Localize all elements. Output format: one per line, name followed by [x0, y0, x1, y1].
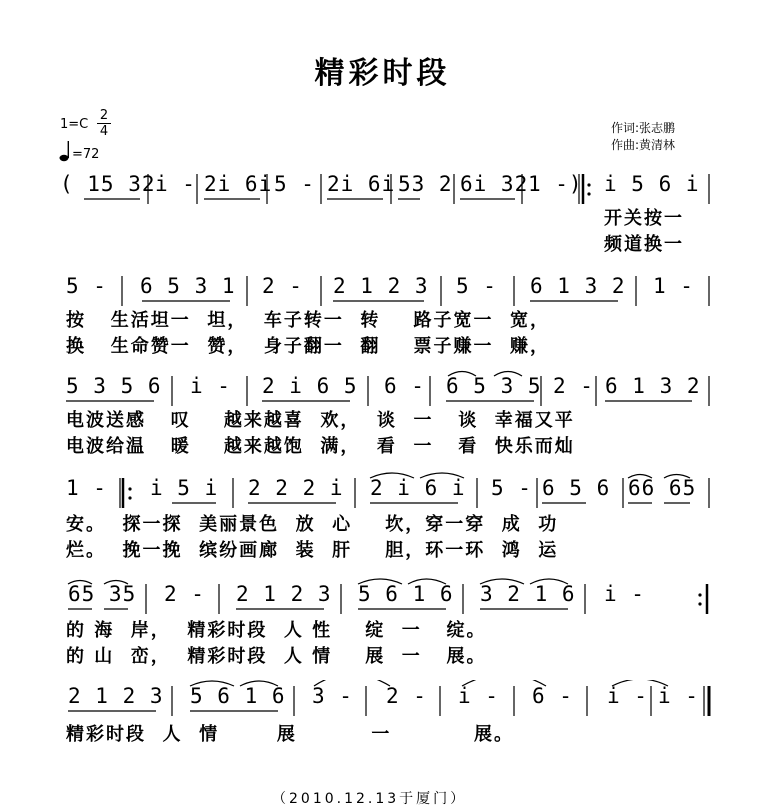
measure-6: i -	[604, 582, 645, 606]
lyric-verse-1: 精彩时段 人 情 展 一 展。	[66, 724, 514, 745]
measure-2: 6 5 3 1	[140, 274, 236, 298]
measure-3: 2 2 2 i	[248, 476, 344, 500]
measure-3: 3 -	[312, 684, 353, 708]
measure-5: 3 2 1 6	[480, 582, 576, 606]
measure-5: 5 -	[491, 476, 532, 500]
measure-1: ( 15 32	[60, 172, 156, 196]
measure-7: i -	[607, 684, 648, 708]
measure-3: 2i 6i	[204, 172, 273, 196]
key-signature: 1=C	[60, 117, 89, 132]
measure-2: i 5 i	[150, 476, 219, 500]
measure-6: 2 -	[553, 374, 594, 398]
lyric-verse-2: 烂。 挽一挽 缤纷画廊 装 肝 胆，环一环 鸿 运	[66, 540, 559, 561]
measure-6: 6 5 6	[542, 476, 611, 500]
measure-9: i 5 6 i	[604, 172, 700, 196]
composer-credit: 作曲:黄清林	[611, 138, 676, 152]
page-title: 精彩时段	[314, 56, 451, 91]
measure-4: 2 1 2 3	[333, 274, 429, 298]
measure-4: 6 -	[384, 374, 425, 398]
measure-7: 66 65	[628, 476, 697, 500]
measure-2: i -	[190, 374, 231, 398]
measure-1: 5 3 5 6	[66, 374, 162, 398]
measure-3: 2 i 6 5	[262, 374, 358, 398]
lyric-verse-2: 电波给温 暖 越来越饱 满， 看 一 看 快乐而灿	[66, 436, 575, 457]
measure-7: 6 1 3 2	[605, 374, 701, 398]
lyric-verse-2: 频道换一	[604, 234, 684, 255]
measure-1: 2 1 2 3	[68, 684, 164, 708]
measure-6: 6 1 3 2	[530, 274, 626, 298]
tempo-marking: =72	[72, 147, 100, 162]
lyric-verse-2: 换 生命赞一 赞， 身子翻一 翻 票子赚一 赚，	[66, 336, 550, 357]
measure-2: 5 6 1 6	[190, 684, 286, 708]
lyric-verse-1: 按 生活坦一 坦， 车子转一 转 路子宽一 宽，	[66, 310, 550, 331]
lyricist-credit: 作词:张志鹏	[611, 121, 676, 135]
quarter-note-icon	[59, 140, 71, 162]
measure-5: 5 -	[456, 274, 497, 298]
lyric-verse-1: 开关按一	[604, 208, 684, 229]
measure-4: 5 6 1 6	[358, 582, 454, 606]
measure-5: i -	[458, 684, 499, 708]
credits	[611, 120, 675, 154]
lyric-verse-1: 的 海 岸， 精彩时段 人 性 绽 一 绽。	[66, 620, 487, 641]
lyric-verse-2: 的 山 峦， 精彩时段 人 情 展 一 展。	[66, 646, 487, 667]
measure-6: 53 2	[398, 172, 453, 196]
time-signature-bottom: 4	[99, 124, 109, 139]
measure-1: 65 35	[68, 582, 137, 606]
measure-5: 2i 6i	[327, 172, 396, 196]
measure-5: 6 5 3 5	[446, 374, 542, 398]
measure-4: 5 -	[274, 172, 315, 196]
lyric-verse-1: 电波送感 叹 越来越喜 欢， 谈 一 谈 幸福又平	[66, 410, 575, 431]
measure-8: i -	[658, 684, 699, 708]
measure-3: 2 -	[262, 274, 303, 298]
measure-2: 2 -	[164, 582, 205, 606]
measure-1: 1 -	[66, 476, 107, 500]
time-signature	[97, 108, 111, 139]
measure-7: 1 -	[653, 274, 694, 298]
measure-4: 2 -	[386, 684, 427, 708]
lyric-verse-1: 安。 探一探 美丽景色 放 心 坎，穿一穿 成 功	[66, 514, 559, 535]
measure-3: 2 1 2 3	[236, 582, 332, 606]
measure-4: 2 i 6 i	[370, 476, 466, 500]
time-signature-top: 2	[99, 108, 109, 123]
measure-1: 5 -	[66, 274, 107, 298]
notation-line	[0, 680, 765, 724]
measure-7: 6i 32	[460, 172, 529, 196]
measure-6: 6 -	[532, 684, 573, 708]
measure-8: 1 -)	[528, 172, 583, 196]
measure-2: i -	[155, 172, 196, 196]
date-footnote: （2010.12.13于厦门）	[272, 791, 468, 807]
